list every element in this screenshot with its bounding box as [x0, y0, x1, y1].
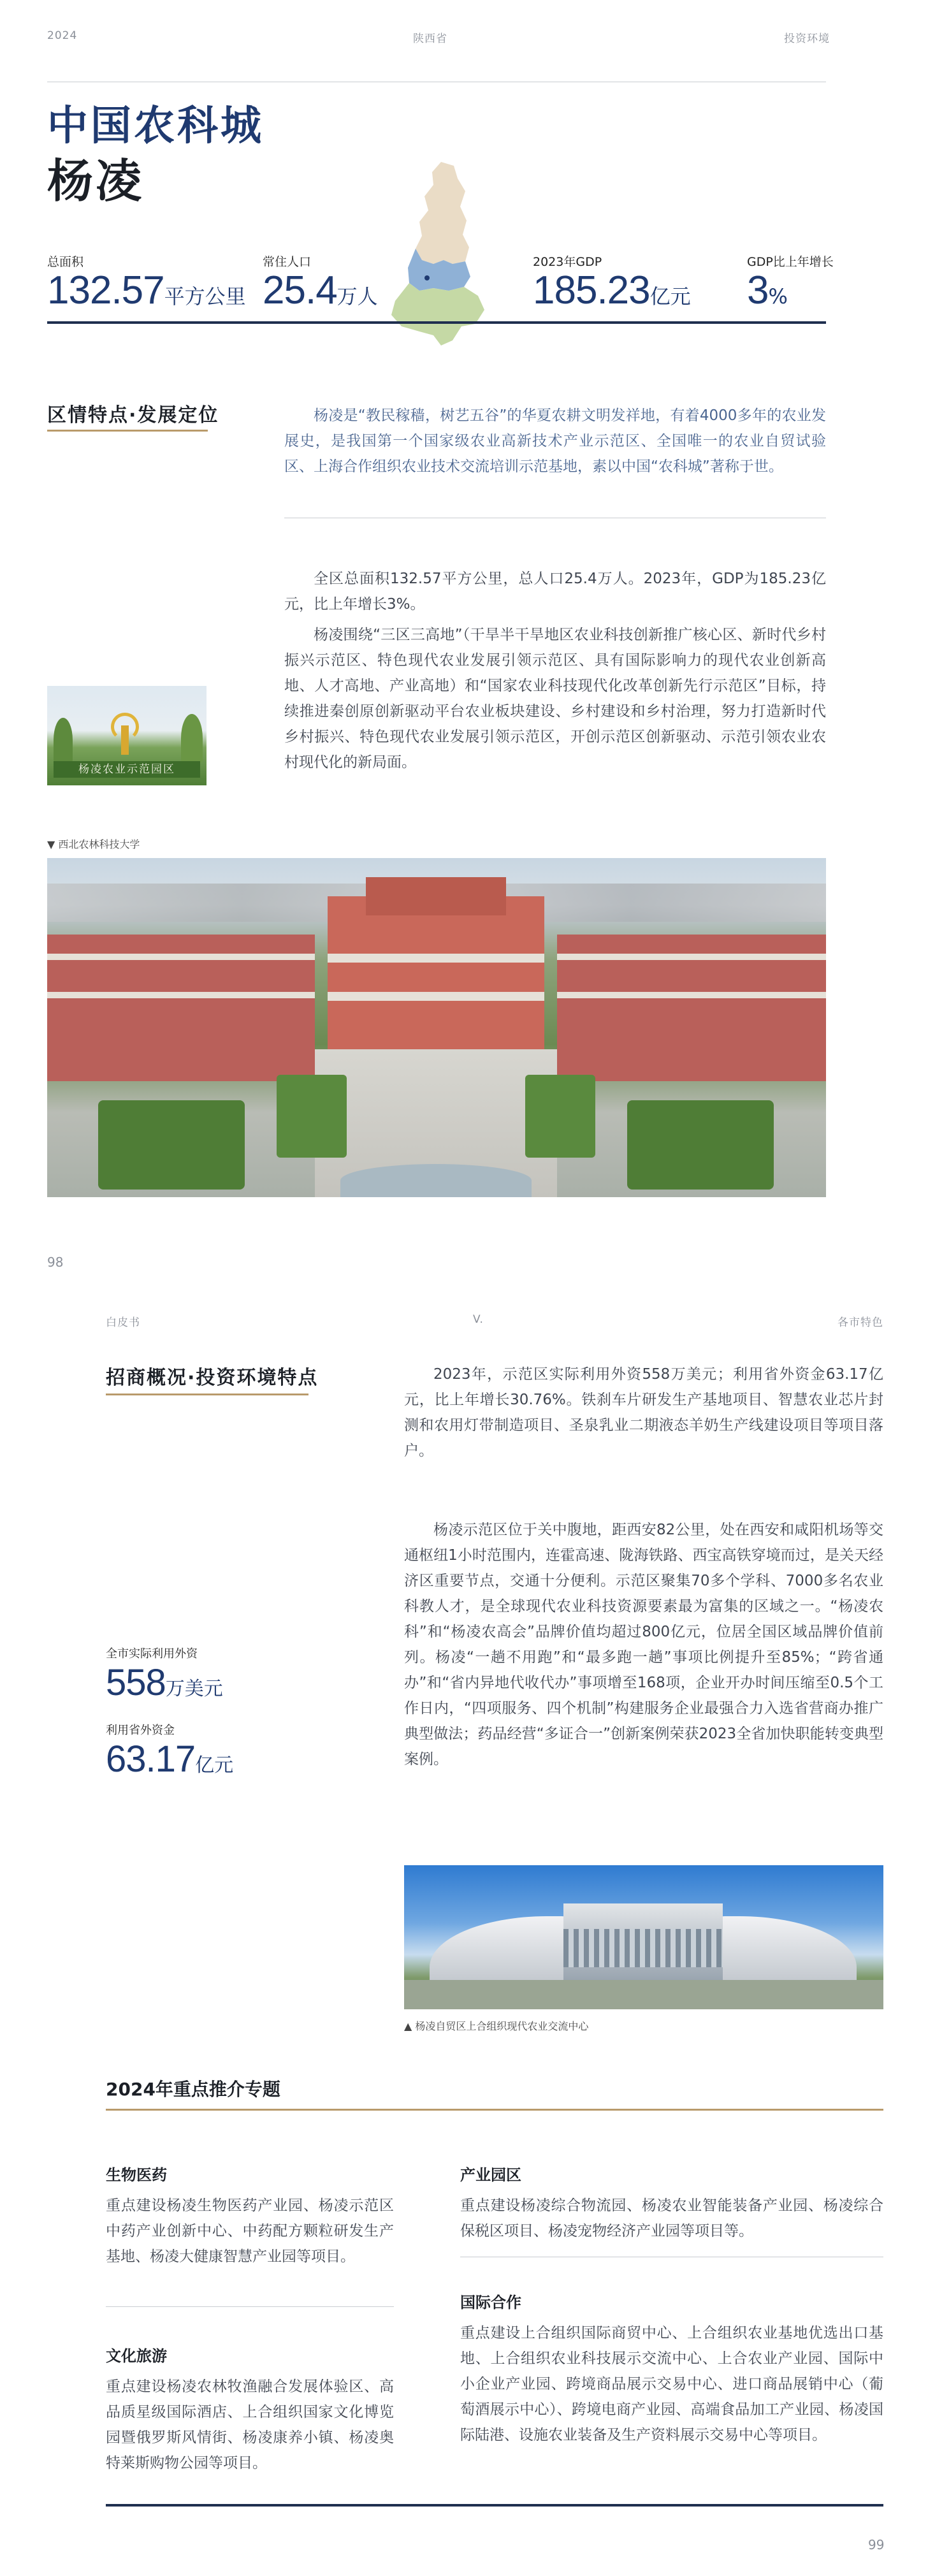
- stat-label-domestic: 利用省外资金: [106, 1724, 175, 1737]
- header-whitepaper: 白皮书: [106, 1316, 140, 1329]
- page-title-line2: 杨凌: [47, 154, 145, 208]
- stat-unit-fdi: 万美元: [165, 1678, 223, 1700]
- header-year: 2024: [47, 29, 78, 42]
- investment-paragraph-2: 杨凌示范区位于关中腹地，距西安82公里，处在西安和咸阳机场等交通枢纽1小时范围内，连霍高速、陇海铁路、西宝高铁穿境而过，是关天经济区重要节点，交通十分便利。示范区聚集70多个学科、7000多名农业科教人才，是全球现代农业科技资源要素最为富集的区域之一。“杨凌农科”和“杨凌农高会”品牌价值均超过800亿元，位居全国区域品牌价值前列。杨凌“一趟不用跑”和“最多跑一趟”事项比例提升至85%；“跨省通办”和“省内异地代收代办”事项增至168项，企业开办时间压缩至0.5个工作日内，“四项服务、四个机制”构建服务企业最强合力入选省营商办推广典型做法；药品经营“多证合一”创新案例荣获2023全省加快职能转变典型案例。: [404, 1522, 883, 1768]
- stat-value-population: 25.4: [263, 268, 337, 312]
- topic-title-biomed: 生物医药: [106, 2166, 167, 2184]
- exchange-center-caption: ▲ 杨凌自贸区上合组织现代农业交流中心: [404, 2020, 589, 2032]
- stat-unit-population: 万人: [337, 284, 378, 309]
- stat-unit-gdp-growth: %: [768, 284, 788, 309]
- intro-paragraph: 杨凌是“教民稼穑，树艺五谷”的华夏农耕文明发祥地，有着4000多年的农业发展史，是我国第一个国家级农业高新技术产业示范区、全国唯一的农业自贸试验区、上海合作组织农业技术交流培训示范基地，素以中国“农科城”著称于世。: [284, 407, 826, 475]
- stat-label-area: 总面积: [47, 255, 84, 269]
- page-number-98: 98: [47, 1255, 64, 1270]
- stat-population: [263, 268, 378, 313]
- investment-paragraph-1: 2023年，示范区实际利用外资558万美元；利用省外资金63.17亿元，比上年增长30.76%。铁刹车片研发生产基地项目、智慧农业芯片封测和农用灯带制造项目、圣泉乳业二期液态羊奶生产线建设项目等项目落户。: [404, 1366, 883, 1459]
- area-paragraph: 全区总面积132.57平方公里，总人口25.4万人。2023年，GDP为185.23亿元，比上年增长3%。: [284, 571, 826, 613]
- stat-fdi: [106, 1661, 223, 1704]
- topic-title-intl: 国际合作: [460, 2294, 521, 2311]
- section-underline-investment: [106, 1394, 308, 1395]
- header-section: 投资环境: [784, 33, 830, 45]
- stats-rule: [47, 321, 826, 324]
- stat-gdp: [533, 268, 691, 313]
- stat-label-gdp-growth: GDP比上年增长: [747, 255, 834, 269]
- topic-body-biomed: 重点建设杨凌生物医药产业园、杨凌示范区中药产业创新中心、中药配方颗粒研发生产基地、杨凌大健康智慧产业园等项目。: [106, 2197, 394, 2265]
- section-underline: [47, 430, 208, 432]
- topic-body-parks: 重点建设杨凌综合物流园、杨凌农业智能装备产业园、杨凌综合保税区项目、杨凌宠物经济产业园等项目等。: [460, 2197, 883, 2239]
- topic-body-tourism: 重点建设杨凌农林牧渔融合发展体验区、高品质星级国际酒店、上合组织国家文化博览园暨俄罗斯风情街、杨凌康养小镇、杨凌奥特莱斯购物公园等项目。: [106, 2378, 394, 2471]
- header-province: 陕西省: [413, 33, 447, 45]
- stat-label-fdi: 全市实际利用外资: [106, 1647, 198, 1661]
- topics-title: 2024年重点推介专题: [106, 2079, 280, 2100]
- stat-domestic: [106, 1738, 233, 1780]
- page-number-99: 99: [868, 2537, 885, 2552]
- stat-label-gdp: 2023年GDP: [533, 255, 602, 269]
- stat-gdp-growth: [747, 268, 788, 313]
- bottom-rule: [106, 2504, 883, 2507]
- stat-value-fdi: 558: [106, 1662, 166, 1703]
- section-title-investment: 招商概况·投资环境特点: [106, 1367, 319, 1389]
- park-sign-text: 杨凌农业示范园区: [54, 761, 200, 778]
- stat-value-gdp: 185.23: [533, 268, 650, 312]
- stat-area: [47, 268, 246, 313]
- stat-unit-gdp: 亿元: [649, 284, 691, 309]
- page-title-line1: 中国农科城: [47, 103, 264, 150]
- agri-park-sign-photo: [47, 686, 207, 785]
- stat-unit-domestic: 亿元: [195, 1754, 234, 1777]
- section-title-overview: 区情特点·发展定位: [47, 404, 219, 426]
- stat-unit-area: 平方公里: [164, 284, 246, 309]
- stat-value-area: 132.57: [47, 268, 164, 312]
- header-cities: 各市特色: [837, 1316, 883, 1329]
- header-roman: V.: [473, 1313, 484, 1326]
- exchange-center-photo: [404, 1865, 883, 2009]
- topics-rule: [106, 2109, 883, 2111]
- strategy-paragraph: 杨凌围绕“三区三高地”（干旱半干旱地区农业科技创新推广核心区、新时代乡村振兴示范区、特色现代农业发展引领示范区、具有国际影响力的现代农业创新高地、人才高地、产业高地）和“国家农业科技现代化改革创新先行示范区”目标，持续推进秦创原创新驱动平台农业板块建设、乡村建设和乡村治理，努力打造新时代乡村振兴、特色现代农业发展引领示范区，开创示范区创新驱动、示范引领农业农村现代化的新局面。: [284, 627, 826, 771]
- topic-body-intl: 重点建设上合组织国际商贸中心、上合组织农业基地优选出口基地、上合组织农业科技展示交流中心、上合农业产业园、国际中小企业产业园、跨境商品展示交易中心、进口商品展销中心（葡萄酒展示中心）、跨境电商产业园、高端食品加工产业园、杨凌国际陆港、设施农业装备及生产资料展示交易中心等项目。: [460, 2325, 883, 2443]
- topic-title-tourism: 文化旅游: [106, 2347, 167, 2365]
- stat-label-population: 常住人口: [263, 255, 312, 269]
- stat-value-domestic: 63.17: [106, 1738, 196, 1780]
- stat-value-gdp-growth: 3: [747, 268, 769, 312]
- university-aerial-photo: [47, 858, 826, 1197]
- topic-rule-left: [106, 2306, 394, 2307]
- university-caption: ▼ 西北农林科技大学: [47, 838, 140, 850]
- topic-title-parks: 产业园区: [460, 2166, 521, 2184]
